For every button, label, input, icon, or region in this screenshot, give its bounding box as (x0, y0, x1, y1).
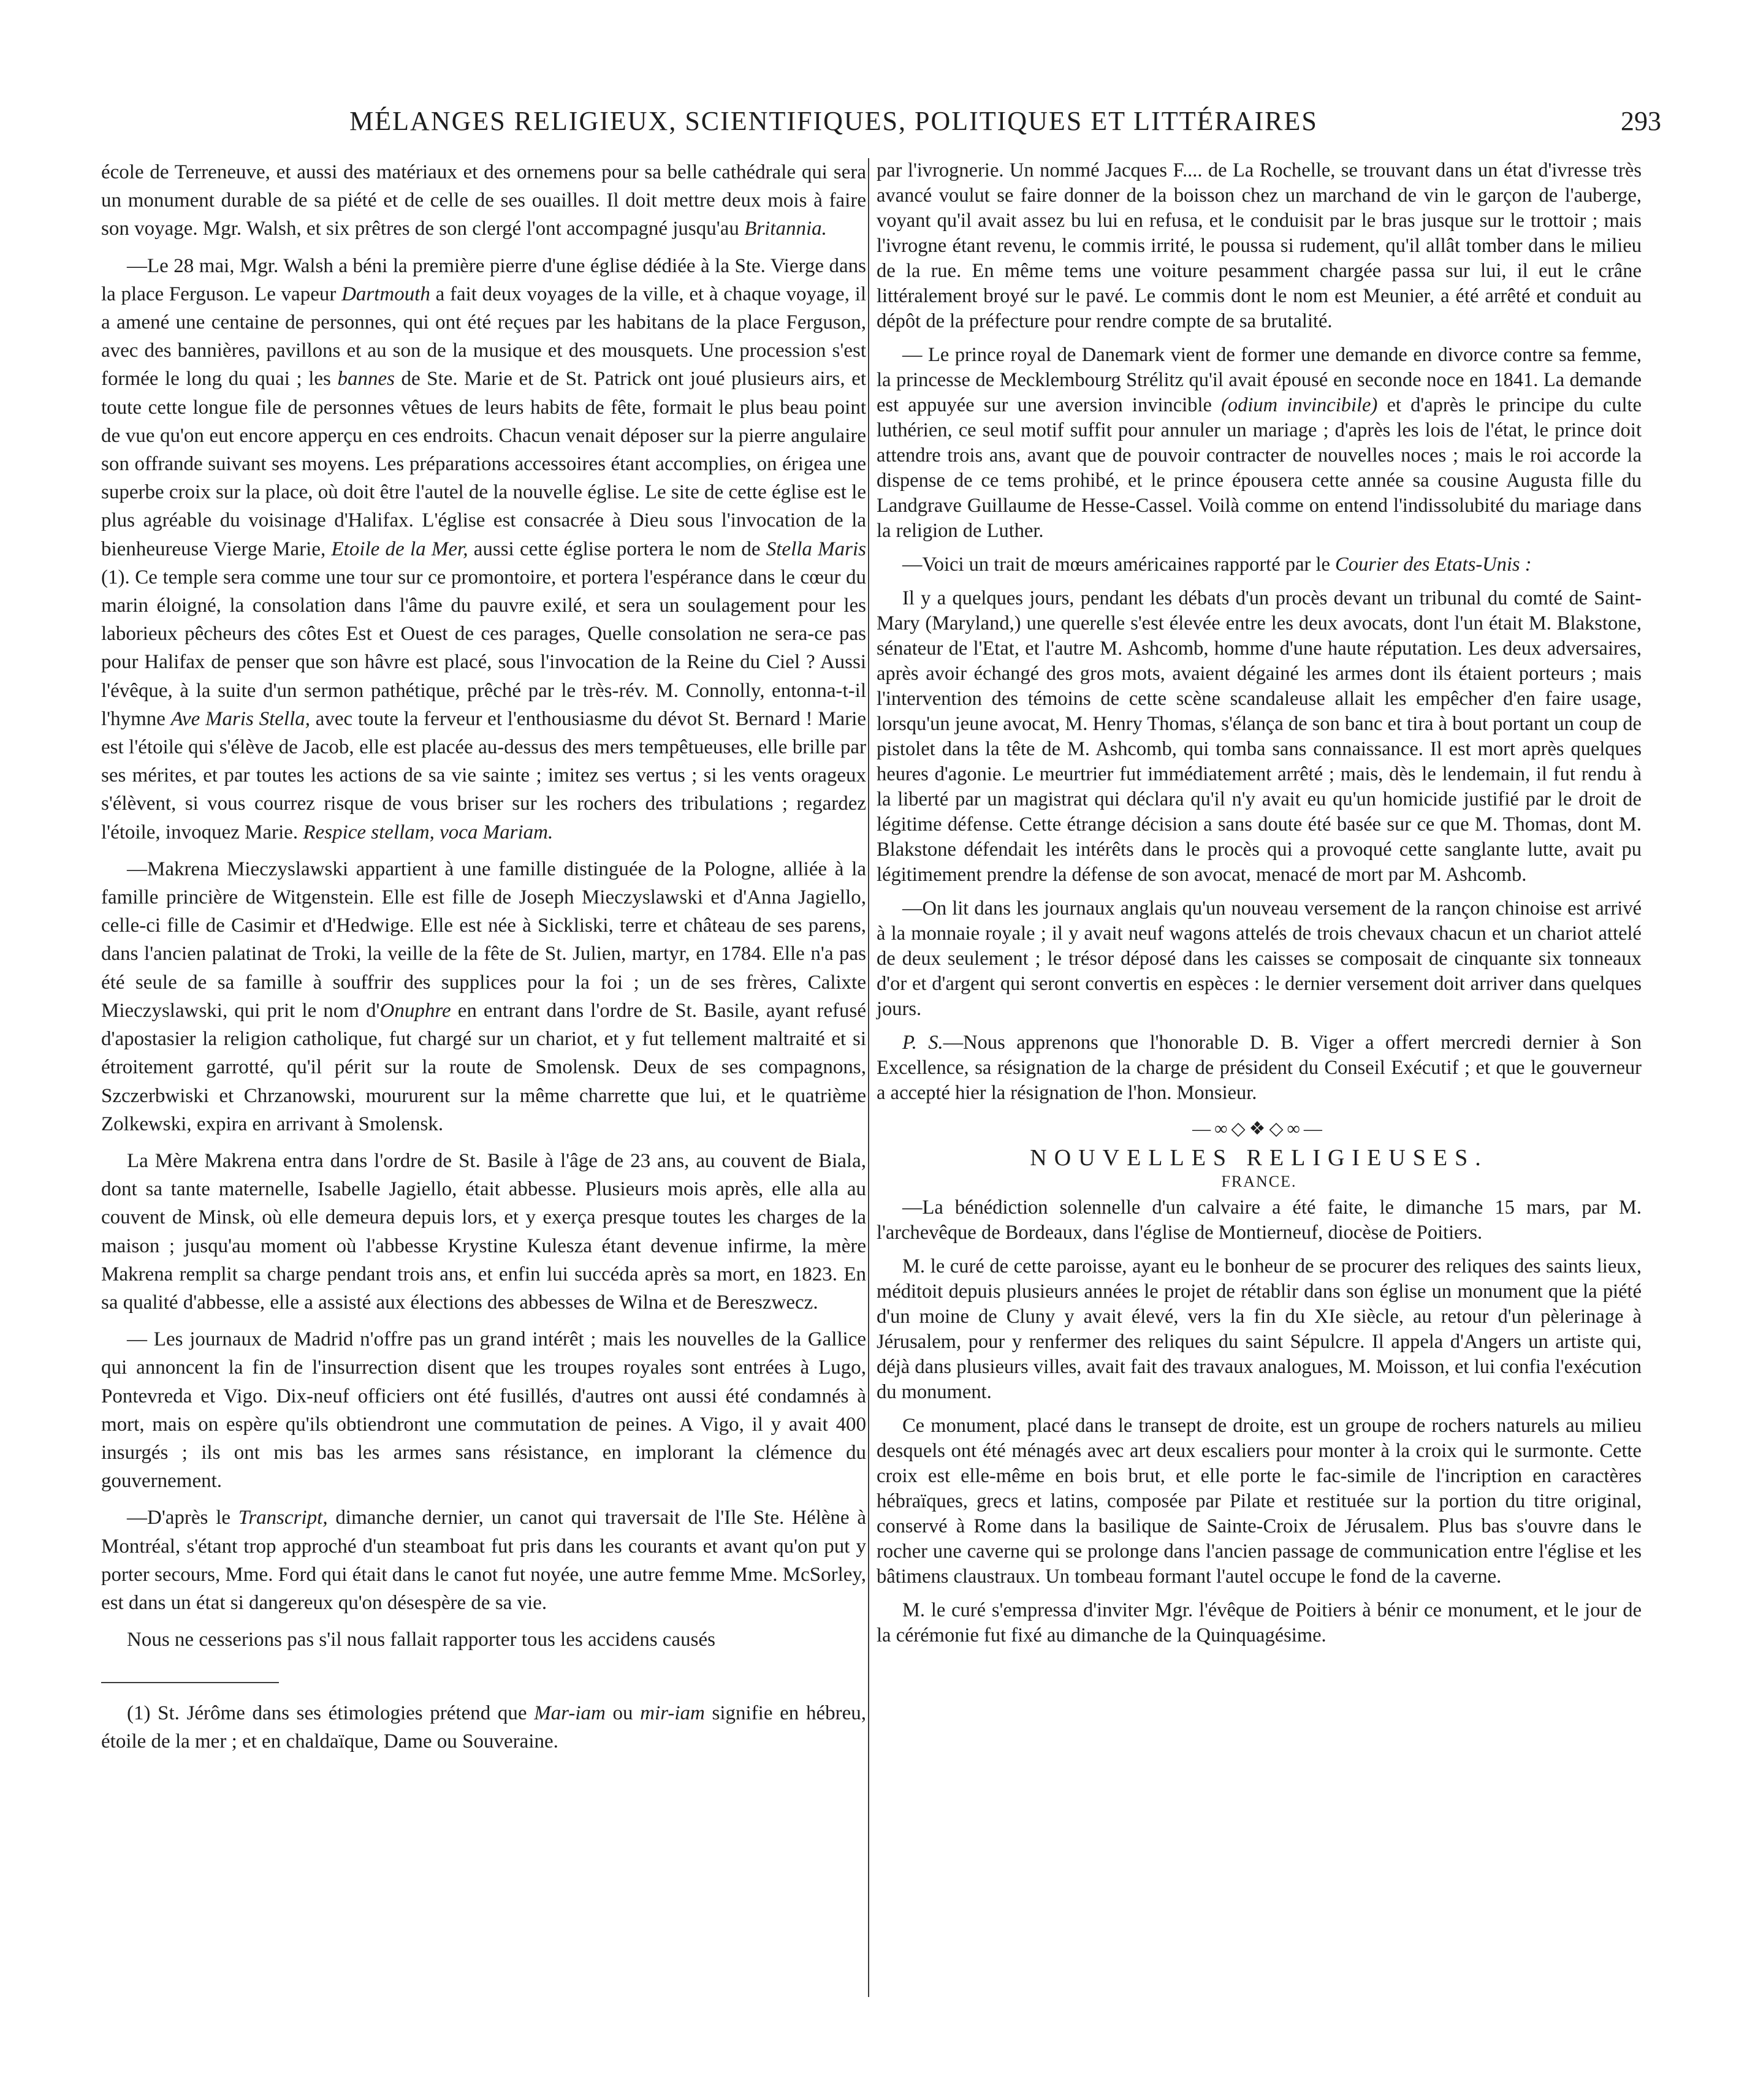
page-number: 293 (1621, 106, 1661, 136)
paragraph-cure: M. le curé de cette paroisse, ayant eu le bonheur de se procurer des reliques des saints lieux, méditoit depuis plusieurs années le projet de rétablir dans son église un monument que la piété d'un moine de Cluny y avait élevé, vers la fin du XIe siècle, au retour d'un pèlerinage à Jérusalem, pour y renfermer des reliques du saint Sépulcre. Il appela d'Angers un artiste qui, déjà dans plusieurs villes, avait fait des travaux analogues, M. Moisson, et lui confia l'exécution du monument. (877, 1255, 1642, 1403)
paragraph-walsh-church: —Le 28 mai, Mgr. Walsh a béni la première pierre d'une église dédiée à la Ste. Vierge dans la place Ferguson. Le vapeur Dartmouth a fait deux voyages de la ville, et à chaque voyage, il a amené une centaine de personnes, qui ont été reçues par les habitans de la place Ferguson, avec des bannières, pavillons et au son de la musique et des mousquets. Une procession s'est formée le long du quai ; les bannes de Ste. Marie et de St. Patrick ont joué plusieurs airs, et toute cette longue file de personnes vêtues de leurs habits de fête, formait le plus beau point de vue qu'on eut encore apperçu en ces endroits. Chacun venait déposer sur la pierre angulaire son offrande suivant ses moyens. Les préparations accessoires étant accomplies, on érigea une superbe croix sur la place, où doit être l'autel de la nouvelle église. Le site de cette église est le plus agréable du voisinage d'Halifax. L'église est consacrée à Dieu sous l'invocation de la bienheureuse Vierge Marie, Etoile de la Mer, aussi cette église portera le nom de Stella Maris (1). Ce temple sera comme une tour sur ce promontoire, et portera l'espérance dans le cœur du marin éloigné, la consolation dans l'âme du pauvre exilé, et sera un soulagement pour les laborieux pêcheurs des côtes Est et Ouest de ces parages, Quelle consolation ne sera-ce pas pour Halifax de penser que son hâvre est placé, sous l'invocation de la Reine du Ciel ? Aussi l'évêque, à la suite d'un sermon pathétique, prêché par le très-rév. M. Connolly, entonna-t-il l'hymne Ave Maris Stella, avec toute la ferveur et l'enthousiasme du dévot St. Bernard ! Marie est l'étoile qui s'élève de Jacob, elle est placée au-dessus des mers tempêtueuses, elle brille par ses mérites, et par toutes les actions de sa vie sainte ; imitez ses vertus ; si les vents orageux s'élèvent, si vous courrez risque de vous briser sur les rochers des tribulations ; regardez l'étoile, invoquez Marie. Respice stellam, voca Mariam. (101, 254, 867, 843)
paragraph-maryland: Il y a quelques jours, pendant les débats d'un procès devant un tribunal du comté de Saint-Mary (Maryland,) une querelle s'est élevée entre les deux avocats, dont l'un était M. Blakstone, sénateur de l'Etat, et l'autre M. Ashcomb, homme d'une haute réputation. Les deux adversaires, après avoir échangé des gros mots, avaient dégainé les armes dont ils étaient porteurs ; mais l'intervention des témoins de cette scène scandaleuse allait les empêcher d'en faire usage, lorsqu'un jeune avocat, M. Henry Thomas, s'élança de son banc et tira à bout portant un coup de pistolet dans la tête de M. Ashcomb, qui tomba sans connaissance. Il est mort après quelques heures d'agonie. Le meurtrier fut immédiatement arrêté ; mais, dès le lendemain, il fut rendu à la liberté par un magistrat qui déclara qu'il n'y avait eu qu'un homicide justifié par le droit de légitime défense. Cette étrange décision a sans doute été basée sur ce que M. Thomas, dont M. Blakstone défendait les intérêts dans le procès qui a provoqué cette sanglante lutte, avait pu légitimement prendre la défense de son avocat, menacé de mort par M. Ashcomb. (877, 587, 1642, 886)
footnote-rule (101, 1682, 279, 1683)
paragraph-rancon: —On lit dans les journaux anglais qu'un nouveau versement de la rançon chinoise est arrivé à la monnaie royale ; il y avait neuf wagons attelés de trois chevaux chacun et un chariot attelé de deux seulement ; le trésor déposé dans les caisses se composait de cinquante six tonneaux d'or et d'argent qui seront convertis en espèces : le dernier versement doit arriver dans quelques jours. (877, 897, 1642, 1020)
paragraph-ps-viger: P. S.—Nous apprenons que l'honorable D. B. Viger a offert mercredi dernier à Son Excellence, sa résignation de la charge de président du Conseil Exécutif ; et que le gouverneur a accepté hier la résignation de l'hon. Monsieur. (877, 1032, 1642, 1104)
paragraph-madrid: — Les journaux de Madrid n'offre pas un grand intérêt ; mais les nouvelles de la Gallice qui annoncent la fin de l'insurrection disent que les troupes royales sont entrées à Lugo, Pontevreda et Vigo. Dix-neuf officiers ont été fusillés, d'autres ont aussi été condamnés à mort, mais on espère qu'ils obtiendront une commutation de peines. A Vigo, il y avait 400 insurgés ; ils ont mis bas les armes sans résistance, en implorant la clémence du gouvernement. (101, 1328, 866, 1493)
right-column (877, 158, 1642, 1657)
section-subtitle: FRANCE. (1221, 1173, 1297, 1190)
left-column (101, 158, 866, 1764)
running-title: MÉLANGES RELIGIEUX, SCIENTIFIQUES, POLITIQUES ET LITTÉRAIRES (349, 106, 1318, 136)
paragraph-ivrognerie: par l'ivrognerie. Un nommé Jacques F.... de La Rochelle, se trouvant dans un état d'ivresse très avancé voulut se faire donner de la boisson chez un marchand de vin le garçon de l'auberge, voyant qu'il avait assez bu lui en refusa, et le conduisit par le bras jusque sur le trottoir ; mais l'ivrogne étant revenu, le commis irrité, le poussa si rudement, qu'il allât tomber dans le milieu de la rue. En même tems une voiture pesamment chargée passa sur lui, il eut le crâne littéralement broyé sur le pavé. Le commis dont le nom est Meunier, a été arrêté et conduit au dépôt de la préfecture pour rendre compte de sa brutalité. (877, 159, 1642, 332)
section-ornament: —∞◇❖◇∞— (1192, 1119, 1326, 1139)
column-divider (868, 158, 869, 1997)
footnote: (1) St. Jérôme dans ses étimologies prétend que Mar-iam ou mir-iam signifie en hébreu, étoile de la mer ; et en chaldaïque, Dame ou Souveraine. (101, 1702, 866, 1753)
paragraph-danemark: — Le prince royal de Danemark vient de former une demande en divorce contre sa femme, la princesse de Mecklembourg Strélitz qu'il avait épousé en seconde noce en 1841. La demande est appuyée sur une aversion invincible (odium invincibile) et d'après le principe du culte luthérien, ce seul motif suffit pour annuler un mariage ; d'après les lois de l'état, le prince doit attendre trois ans, avant que de pouvoir contracter de nouvelles noces ; mais le roi accorde la dispense de ce tems prohibé, et le prince épousera cette année sa cousine Augusta fille du Landgrave Guillaume de Hesse-Cassel. Voilà comme on entend l'indissolubité du mariage dans la religion de Luther. (877, 344, 1642, 542)
paragraph-makrena: —Makrena Mieczyslawski appartient à une famille distinguée de la Pologne, alliée à la famille princière de Witgenstein. Elle est fille de Joseph Mieczyslawski et d'Anna Jagiello, celle-ci fille de Casimir et d'Hedwige. Elle est née à Sickliski, terre et château de ses parens, dans l'ancien palatinat de Troki, la veille de la fête de St. Julien, martyr, en 1784. Elle n'a pas été seule de sa famille à souffrir des supplices pour la foi ; un de ses frères, Calixte Mieczyslawski, qui prit le nom d'Onuphre en entrant dans l'ordre de St. Basile, ayant refusé d'apostasier la religion catholique, fut chargé sur un chariot, et y fut tellement maltraité et si étroitement garrotté, qu'il périt sur la route de Smolensk. Deux de ses compagnons, Szczerbwiski et Chrzanowski, moururent sur la même charrette que lui, et le quatrième Zolkewski, expira en arrivant à Smolensk. (101, 858, 866, 1135)
paragraph-mere-makrena: La Mère Makrena entra dans l'ordre de St. Basile à l'âge de 23 ans, au couvent de Biala, dont sa tante maternelle, Isabelle Jagiello, était abbesse. Plusieurs mois après, elle alla au couvent de Minsk, où elle demeura depuis lors, et y exerça presque toutes les charges de la maison ; jusqu'au moment où l'abbesse Krystine Kuleszа étant devenue infirme, la mère Makrena remplit sa charge pendant trois ans, et enfin lui succéda après sa mort, en 1823. En sa qualité d'abbesse, elle a assisté aux élections des abbesses de Wilna et de Bereszwecz. (101, 1149, 866, 1314)
paragraph-terreneuve: école de Terreneuve, et aussi des matériaux et des ornemens pour sa belle cathédrale qui sera un monument durable de sa piété et de celle de ses ouailles. Il doit mettre deux mois à faire son voyage. Mgr. Walsh, et six prêtres de son clergé l'ont accompagné jusqu'au Britannia. (101, 161, 866, 240)
paragraph-quinquagesime: M. le curé s'empressa d'inviter Mgr. l'évêque de Poitiers à bénir ce monument, et le jour de la cérémonie fut fixé au dimanche de la Quinquagésime. (877, 1599, 1642, 1646)
paragraph-benediction: —La bénédiction solennelle d'un calvaire a été faite, le dimanche 15 mars, par M. l'archevêque de Bordeaux, dans l'église de Montierneuf, diocèse de Poitiers. (877, 1196, 1642, 1244)
paragraph-transcript: —D'après le Transcript, dimanche dernier, un canot qui traversait de l'Ile Ste. Hélène à Montréal, s'étant trop approché d'un steamboat fut pris dans les courants et avant qu'on put y porter secours, Mme. Ford qui était dans le canot fut noyée, une autre femme Mme. McSorley, est dans un état si dangereux qu'on désespère de sa vie. (101, 1507, 866, 1614)
paragraph-moeurs: —Voici un trait de mœurs américaines rapporté par le Courier des Etats-Unis : (902, 554, 1532, 576)
page-header (98, 103, 1667, 146)
paragraph-monument: Ce monument, placé dans le transept de droite, est un groupe de rochers naturels au milieu desquels ont été ménagés avec art deux escaliers pour monter à la croix qui le surmonte. Cette croix est elle-même en bois brut, et elle porte le fac-simile de l'incription en caractères hébraïques, grecs et latins, composée par Pilate et restituée sur la portion du titre original, conservé à Rome dans la basilique de Sainte-Croix de Jérusalem. Plus bas s'ouvre dans le rocher une caverne qui se prolonge dans l'ancien passage de communication entre l'église et les bâtimens claustraux. Un tombeau formant l'autel occupe le fond de la caverne. (877, 1415, 1642, 1588)
section-title: NOUVELLES RELIGIEUSES. (1030, 1145, 1488, 1171)
paragraph-accidents: Nous ne cesserions pas s'il nous fallait rapporter tous les accidens causés (127, 1629, 715, 1651)
